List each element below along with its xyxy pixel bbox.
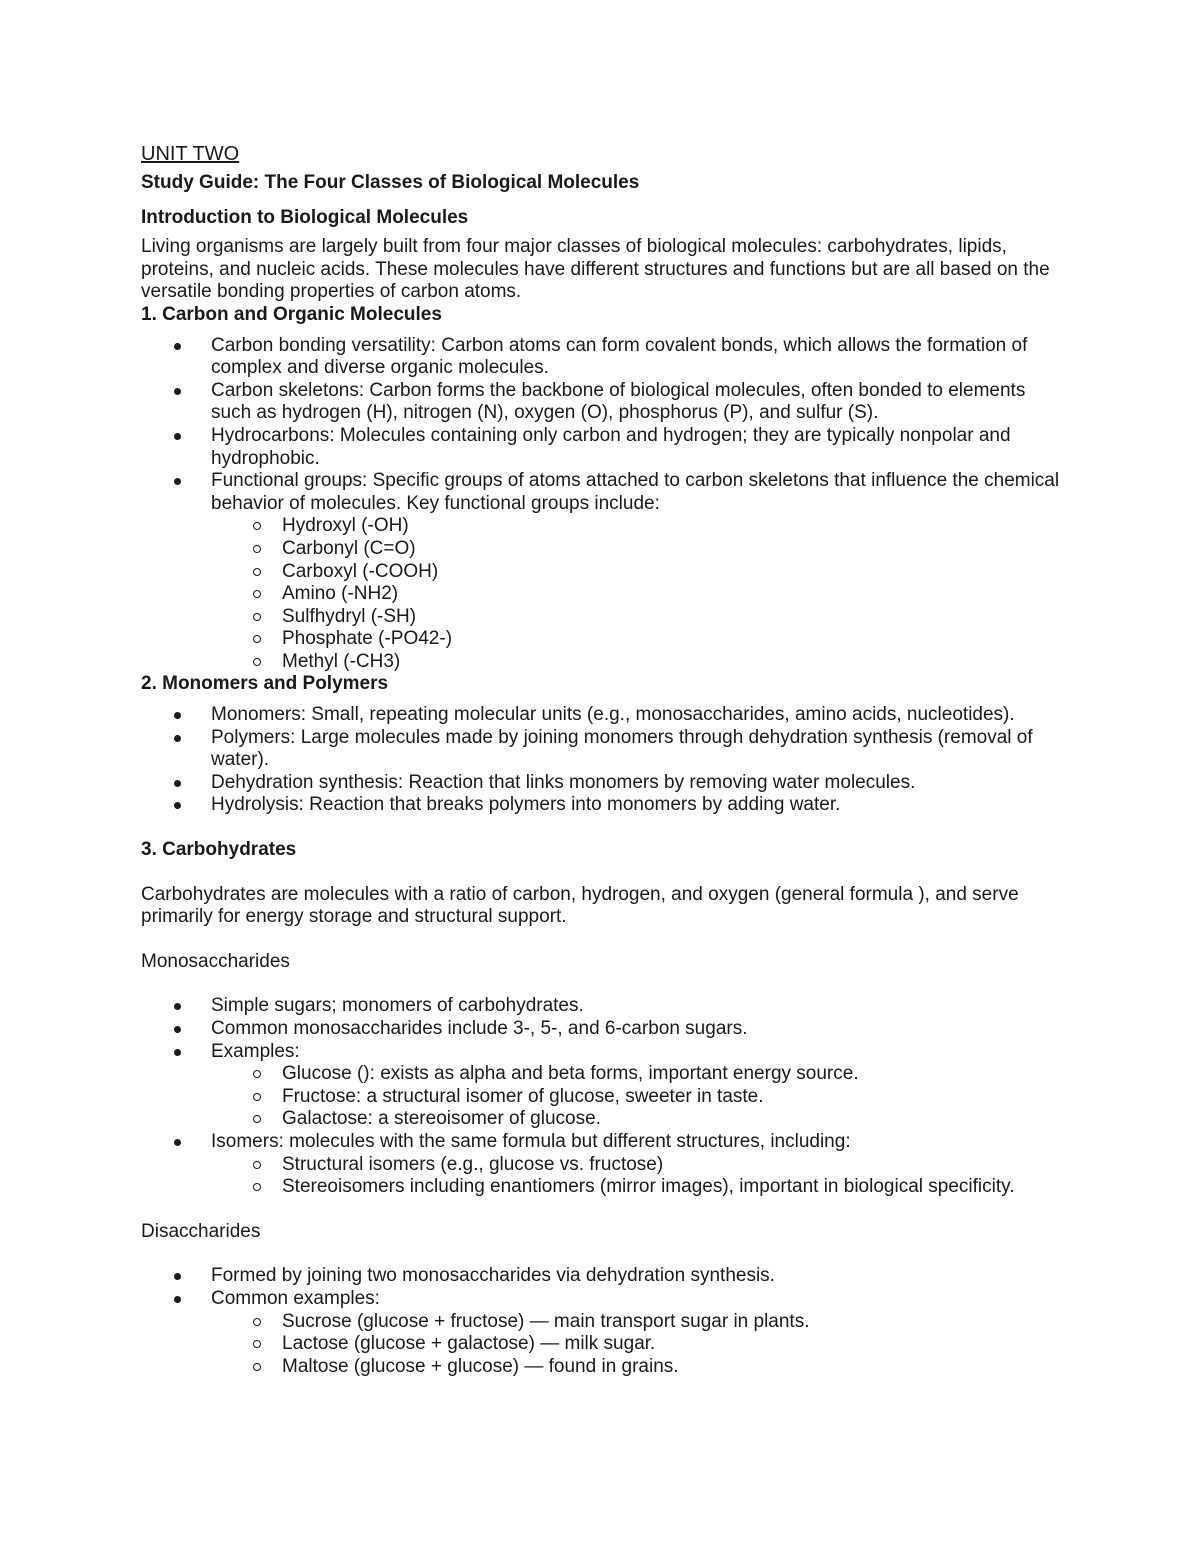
circle-bullet-icon xyxy=(253,1115,261,1123)
circle-bullet-icon xyxy=(253,1183,261,1191)
bullet-icon xyxy=(174,802,181,809)
list-item xyxy=(141,772,1066,795)
list-item xyxy=(141,1265,1066,1288)
intro-paragraph: Living organisms are largely built from four major classes of biological molecules: carbohydrates, lipids, proteins, and nucleic acids. These molecules have different structures and functions but are all based on the versatile bonding properties of carbon atoms. xyxy=(141,236,1050,303)
circle-bullet-icon xyxy=(253,1070,261,1078)
list-item xyxy=(141,380,1066,425)
intro-heading: Introduction to Biological Molecules xyxy=(141,206,469,228)
sub-list-item xyxy=(141,561,1066,584)
list-item-text: Functional groups: Specific groups of atoms attached to carbon skeletons that influence the chemical behavior of molecules. Key functional groups include: xyxy=(211,470,1060,514)
list-item-text: Common examples: xyxy=(211,1287,380,1309)
list-item-text: Hydrolysis: Reaction that breaks polymers into monomers by adding water. xyxy=(211,794,841,816)
sub-list-item xyxy=(141,1154,1066,1177)
bullet-icon xyxy=(174,780,181,787)
sub-list-item xyxy=(141,1108,1066,1131)
circle-bullet-icon xyxy=(253,1363,261,1371)
sub-list-item xyxy=(141,1356,1066,1379)
sub-list-item-text: Lactose (glucose + galactose) — milk sugar. xyxy=(282,1333,656,1355)
list-item-text: Monomers: Small, repeating molecular units (e.g., monosaccharides, amino acids, nucleotides). xyxy=(211,704,1015,726)
sub-list-item xyxy=(141,1311,1066,1334)
sub-list-item-text: Stereoisomers including enantiomers (mirror images), important in biological specificity. xyxy=(282,1176,1015,1198)
bullet-icon xyxy=(174,388,181,395)
list-item-text: Dehydration synthesis: Reaction that links monomers by removing water molecules. xyxy=(211,771,916,793)
sub-list-item xyxy=(141,583,1066,606)
sub-list-item-text: Sucrose (glucose + fructose) — main transport sugar in plants. xyxy=(282,1310,810,1332)
subsection-heading-disaccharides: Disaccharides xyxy=(141,1220,261,1242)
monomers-list xyxy=(141,704,1066,817)
section-heading-carbohydrates: 3. Carbohydrates xyxy=(141,839,297,861)
bullet-icon xyxy=(174,1026,181,1033)
list-item-text: Hydrocarbons: Molecules containing only carbon and hydrogen; they are typically nonpolar and hydrophobic. xyxy=(211,424,1011,469)
list-item xyxy=(141,425,1066,470)
sub-list-item-text: Fructose: a structural isomer of glucose, sweeter in taste. xyxy=(282,1085,764,1107)
circle-bullet-icon xyxy=(253,613,261,621)
sub-list-item xyxy=(141,1063,1066,1086)
list-item-text: Formed by joining two monosaccharides via dehydration synthesis. xyxy=(211,1265,775,1287)
list-item xyxy=(141,704,1066,727)
bullet-icon xyxy=(174,343,181,350)
monosaccharides-list xyxy=(141,995,1066,1198)
bullet-icon xyxy=(174,712,181,719)
sub-list-item xyxy=(141,628,1066,651)
circle-bullet-icon xyxy=(253,1161,261,1169)
bullet-icon xyxy=(174,433,181,440)
sub-list-item xyxy=(141,606,1066,629)
carbon-list xyxy=(141,335,1066,674)
bullet-icon xyxy=(174,478,181,485)
circle-bullet-icon xyxy=(253,522,261,530)
isomer-types-list xyxy=(211,1154,1066,1199)
sub-list-item-text: Glucose (): exists as alpha and beta forms, important energy source. xyxy=(282,1063,859,1085)
circle-bullet-icon xyxy=(253,590,261,598)
list-item xyxy=(141,1018,1066,1041)
list-item-text: Examples: xyxy=(211,1040,300,1062)
circle-bullet-icon xyxy=(253,1093,261,1101)
sub-list-item-text: Methyl (-CH3) xyxy=(282,650,401,672)
monosaccharide-examples-list xyxy=(211,1063,1066,1131)
circle-bullet-icon xyxy=(253,658,261,666)
list-item xyxy=(141,1131,1066,1199)
list-item xyxy=(141,470,1066,673)
bullet-icon xyxy=(174,1003,181,1010)
sub-list-item xyxy=(141,515,1066,538)
sub-list-item xyxy=(141,1086,1066,1109)
list-item-text: Carbon bonding versatility: Carbon atoms can form covalent bonds, which allows the formation of complex and diverse organic molecules. xyxy=(211,334,1028,379)
bullet-icon xyxy=(174,1139,181,1146)
section-heading-monomers: 2. Monomers and Polymers xyxy=(141,673,389,695)
document-page xyxy=(141,141,1066,1378)
list-item xyxy=(141,995,1066,1018)
sub-list-item-text: Structural isomers (e.g., glucose vs. fructose) xyxy=(282,1153,664,1175)
sub-list-item xyxy=(141,1176,1066,1199)
functional-groups-list xyxy=(211,515,1066,673)
unit-title: UNIT TWO xyxy=(141,143,240,165)
disaccharide-examples-list xyxy=(211,1311,1066,1379)
circle-bullet-icon xyxy=(253,545,261,553)
bullet-icon xyxy=(174,1296,181,1303)
sub-list-item xyxy=(141,538,1066,561)
bullet-icon xyxy=(174,1049,181,1056)
sub-list-item-text: Sulfhydryl (-SH) xyxy=(282,605,417,627)
sub-list-item xyxy=(141,651,1066,674)
list-item xyxy=(141,1041,1066,1131)
list-item xyxy=(141,794,1066,817)
sub-list-item-text: Hydroxyl (-OH) xyxy=(282,515,409,537)
section-heading-carbon: 1. Carbon and Organic Molecules xyxy=(141,303,442,325)
list-item-text: Polymers: Large molecules made by joining monomers through dehydration synthesis (removal of water). xyxy=(211,726,1033,771)
carbohydrates-paragraph: Carbohydrates are molecules with a ratio of carbon, hydrogen, and oxygen (general formula ), and serve primarily for energy storage and structural support. xyxy=(141,883,1019,928)
sub-list-item-text: Carbonyl (C=O) xyxy=(282,537,416,559)
list-item xyxy=(141,1288,1066,1378)
sub-list-item-text: Carboxyl (-COOH) xyxy=(282,560,439,582)
circle-bullet-icon xyxy=(253,1318,261,1326)
sub-list-item-text: Galactose: a stereoisomer of glucose. xyxy=(282,1108,601,1130)
list-item-text: Simple sugars; monomers of carbohydrates. xyxy=(211,995,584,1017)
list-item-text: Isomers: molecules with the same formula but different structures, including: xyxy=(211,1130,851,1152)
bullet-icon xyxy=(174,735,181,742)
sub-list-item-text: Amino (-NH2) xyxy=(282,583,399,605)
study-guide-title: Study Guide: The Four Classes of Biological Molecules xyxy=(141,172,640,193)
sub-list-item-text: Maltose (glucose + glucose) — found in grains. xyxy=(282,1355,679,1377)
disaccharides-list xyxy=(141,1265,1066,1378)
sub-list-item xyxy=(141,1333,1066,1356)
circle-bullet-icon xyxy=(253,635,261,643)
circle-bullet-icon xyxy=(253,1340,261,1348)
sub-list-item-text: Phosphate (-PO42-) xyxy=(282,628,453,650)
list-item xyxy=(141,335,1066,380)
bullet-icon xyxy=(174,1273,181,1280)
list-item xyxy=(141,727,1066,772)
list-item-text: Carbon skeletons: Carbon forms the backbone of biological molecules, often bonded to elements such as hydrogen (H), nitrogen (N), oxygen (O), phosphorus (P), and sulfur (S). xyxy=(211,379,1026,424)
list-item-text: Common monosaccharides include 3-, 5-, and 6-carbon sugars. xyxy=(211,1018,748,1039)
subsection-heading-monosaccharides: Monosaccharides xyxy=(141,950,290,972)
circle-bullet-icon xyxy=(253,568,261,576)
